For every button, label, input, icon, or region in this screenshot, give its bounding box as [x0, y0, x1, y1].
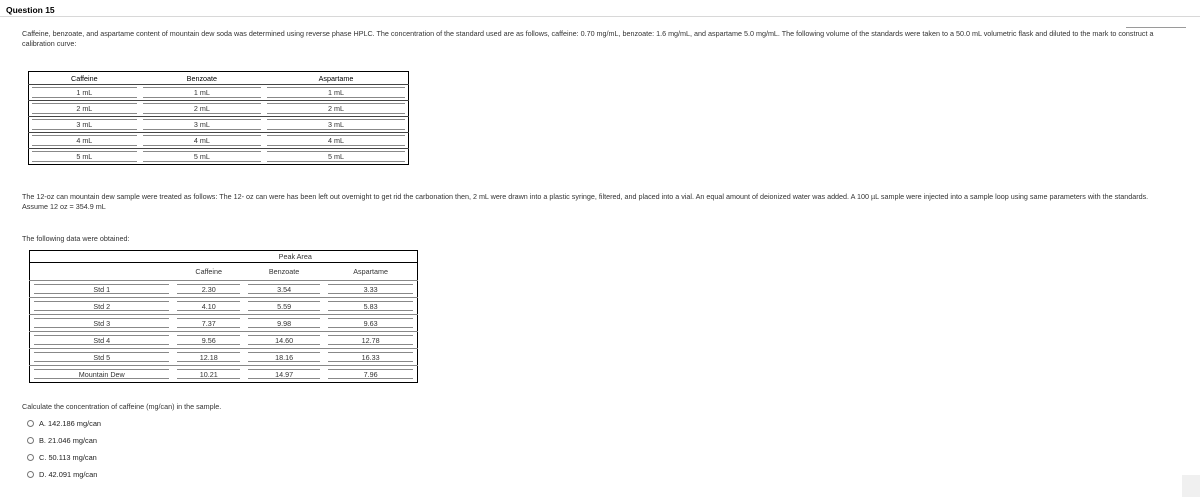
table-row [30, 332, 418, 349]
table-cell: 3.54 [248, 284, 320, 294]
question-intro: Caffeine, benzoate, and aspartame content of mountain dew soda was determined using reverse phase HPLC. The concentration of the standard used are as follows, caffeine: 0.70 mg/mL, benzoate: 1.6 mg/mL, and aspartame 5.0 mg/mL. The following volume of the standards were taken to a 50.0 mL volumetric flask and diluted to the mark to construct a calibration curve: [22, 29, 1154, 48]
scrollbar-corner[interactable] [1182, 475, 1200, 497]
option-label: C. 50.113 mg/can [39, 453, 97, 462]
table-cell: 14.97 [248, 369, 320, 379]
table-cell: 12.18 [177, 352, 239, 362]
column-header: Caffeine [71, 73, 98, 83]
table-cell: 4 mL [32, 135, 137, 146]
table-cell: 18.16 [248, 352, 320, 362]
table-cell: 5 mL [267, 151, 405, 162]
row-label: Std 3 [34, 318, 169, 328]
answer-option-a[interactable] [27, 419, 101, 428]
answer-option-d[interactable] [27, 470, 97, 479]
divider [1126, 27, 1186, 28]
table-cell: 5.59 [248, 301, 320, 311]
row-label: Std 4 [34, 335, 169, 345]
table-cell: 5.83 [328, 301, 413, 311]
column-header: Benzoate [268, 267, 300, 276]
table-row [30, 298, 418, 315]
table-cell: 12.78 [328, 335, 413, 345]
table-cell: 4 mL [143, 135, 261, 146]
table-row [30, 366, 418, 383]
table-cell: 1 mL [32, 87, 137, 98]
answer-option-c[interactable] [27, 453, 97, 462]
table-cell: 1 mL [143, 87, 261, 98]
table-row [29, 85, 409, 101]
question-prompt: Calculate the concentration of caffeine (mg/can) in the sample. [22, 402, 222, 411]
table-cell: 16.33 [328, 352, 413, 362]
option-label: A. 142.186 mg/can [39, 419, 102, 428]
row-label: Std 2 [34, 301, 169, 311]
radio-button[interactable] [27, 437, 34, 444]
radio-button[interactable] [27, 471, 34, 478]
row-label: Mountain Dew [34, 369, 169, 379]
group-header: Peak Area [173, 251, 417, 263]
table-cell: 5 mL [32, 151, 137, 162]
table-cell: 1 mL [267, 87, 405, 98]
table-cell: 3 mL [143, 119, 261, 130]
table-cell: 9.63 [328, 318, 413, 328]
table-cell: 2 mL [267, 103, 405, 114]
radio-button[interactable] [27, 454, 34, 461]
table-cell: 7.96 [328, 369, 413, 379]
row-label: Std 5 [34, 352, 169, 362]
column-header: Benzoate [186, 73, 218, 83]
radio-button[interactable] [27, 420, 34, 427]
table-cell: 3 mL [267, 119, 405, 130]
table-row [30, 349, 418, 366]
table-row [29, 117, 409, 133]
table-cell: 3 mL [32, 119, 137, 130]
table-cell: 7.37 [177, 318, 239, 328]
table-row [29, 149, 409, 165]
option-label: D. 42.091 mg/can [39, 470, 98, 479]
table-cell: 14.60 [248, 335, 320, 345]
table-cell: 2 mL [32, 103, 137, 114]
column-header: Caffeine [195, 267, 223, 276]
question-title: Question 15 [6, 5, 55, 15]
table-row [29, 101, 409, 117]
table-cell: 9.98 [248, 318, 320, 328]
table-cell: 4.10 [177, 301, 239, 311]
column-header: Aspartame [353, 267, 388, 276]
column-header [30, 263, 174, 281]
question-header [0, 0, 1200, 17]
volume-table [28, 71, 409, 165]
row-label: Std 1 [34, 284, 169, 294]
column-header: Aspartame [318, 73, 354, 83]
table-cell: 4 mL [267, 135, 405, 146]
table-row [30, 315, 418, 332]
table-row [29, 133, 409, 149]
table-cell: 2.30 [177, 284, 239, 294]
table-cell: 3.33 [328, 284, 413, 294]
option-label: B. 21.046 mg/can [39, 436, 97, 445]
table-cell: 10.21 [177, 369, 239, 379]
table-cell: 9.56 [177, 335, 239, 345]
table-cell: 2 mL [143, 103, 261, 114]
answer-option-b[interactable] [27, 436, 97, 445]
data-intro-text: The following data were obtained: [22, 234, 130, 243]
table-row [30, 281, 418, 298]
table-cell: 5 mL [143, 151, 261, 162]
sample-prep-text: The 12-oz can mountain dew sample were treated as follows: The 12- oz can were has been left out overnight to get rid the carbonation then, 2 mL were drawn into a plastic syringe, filtered, and placed into a vial. An equal amount of deionized water was added. A 100 µL sample were injected into a sample loop using same parameters with the standards. Assume 12 oz = 354.9 mL [22, 192, 1149, 211]
peak-area-table [29, 250, 418, 383]
